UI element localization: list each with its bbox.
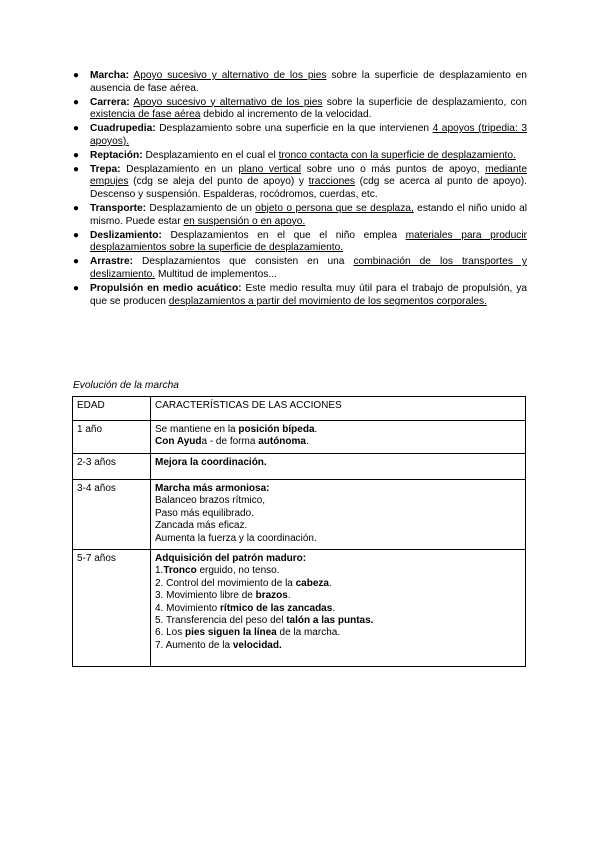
locomotion-list	[73, 70, 527, 309]
term: Reptación:	[90, 149, 143, 161]
header-cell-characteristics: CARACTERÍSTICAS DE LAS ACCIONES	[151, 397, 526, 421]
age-cell: 3-4 años	[73, 480, 151, 550]
underlined-text: plano vertical	[238, 163, 302, 175]
characteristics-cell: Mejora la coordinación.	[151, 454, 526, 480]
table-row	[73, 480, 526, 550]
bullet-icon: ●	[73, 229, 80, 241]
bullet-icon: ●	[73, 149, 80, 161]
characteristics-cell: Se mantiene en la posición bípeda. Con Ayuda - de forma autónoma.	[151, 421, 526, 454]
bullet-icon: ●	[73, 256, 80, 268]
underlined-text: Apoyo sucesivo y alternativo de los pies	[133, 70, 327, 81]
term: Marcha:	[90, 70, 130, 81]
underlined-text: materiales para producir desplazamientos sobre la superficie de desplazamiento.	[90, 229, 527, 254]
list-item-arrastre: ● Arrastre: Desplazamientos que consisten en una combinación de los transportes y deslizamiento. Multitud de implementos...	[73, 256, 527, 280]
underlined-text: Apoyo sucesivo y alternativo de los pies	[133, 96, 323, 108]
table-row	[73, 454, 526, 480]
list-item-cuadrupedia: ● Cuadrupedia: Desplazamiento sobre una superficie en la que intervienen 4 apoyos (tripedia: 3 apoyos).	[73, 123, 527, 147]
underlined-text: 4 apoyos (tripedia: 3 apoyos).	[90, 123, 527, 147]
underlined-text: existencia de fase aérea	[90, 109, 201, 121]
list-item-marcha: ● Marcha: Apoyo sucesivo y alternativo de los pies sobre la superficie de desplazamiento en ausencia de fase aérea.	[73, 70, 527, 94]
age-cell: 1 año	[73, 421, 151, 454]
term: Carrera:	[90, 96, 130, 108]
term: Deslizamiento:	[90, 229, 162, 241]
table-header-row	[73, 397, 526, 421]
characteristics-cell: Adquisición del patrón maduro: 1.Tronco erguido, no tenso. 2. Control del movimiento de la cabeza. 3. Movimiento libre de brazos. 4. Movimiento rítmico de las zancadas. 5. Transferencia del peso del talón a las puntas. 6. Los pies siguen la línea de la marcha. 7. Aumento de la velocidad.	[151, 550, 526, 667]
underlined-text: combinación de los transportes y deslizamiento.	[90, 256, 527, 280]
list-item-transporte: ● Transporte: Desplazamiento de un objeto o persona que se desplaza, estando el niño unido al mismo. Puede estar en suspensión o en apoyo.	[73, 202, 527, 227]
underlined-text: tracciones	[308, 176, 355, 188]
term: Cuadrupedia:	[90, 123, 156, 135]
list-item-propulsion: ● Propulsión en medio acuático: Este medio resulta muy útil para el trabajo de propulsión, ya que se producen desplazamientos a partir del movimiento de los segmentos corporales.	[73, 282, 527, 307]
list-item-reptacion: ● Reptación: Desplazamiento en el cual el tronco contacta con la superficie de desplazamiento.	[73, 149, 516, 161]
table-row	[73, 421, 526, 454]
bullet-icon: ●	[73, 282, 80, 294]
bullet-icon: ●	[73, 163, 80, 175]
header-cell-age: EDAD	[73, 397, 151, 421]
bullet-icon: ●	[73, 70, 80, 81]
term: Trepa:	[90, 163, 121, 175]
list-item-trepa: ● Trepa: Desplazamiento en un plano vertical sobre uno o más puntos de apoyo, mediante empujes (cdg se aleja del punto de apoyo) y tracciones (cdg se acerca al punto de apoyo). Descenso y suspensión. Espalderas, rocódromos, cuerdas, etc.	[73, 163, 527, 201]
characteristics-cell: Marcha más armoniosa: Balanceo brazos rítmico, Paso más equilibrado. Zancada más eficaz. Aumenta la fuerza y la coordinación.	[151, 480, 526, 550]
term: Arrastre:	[90, 256, 134, 268]
bullet-icon: ●	[73, 202, 80, 214]
underlined-text: mediante empujes	[90, 163, 527, 188]
table-caption: Evolución de la marcha	[73, 380, 179, 391]
age-cell: 5-7 años	[73, 550, 151, 667]
underlined-text: desplazamientos a partir del movimiento de los segmentos corporales.	[168, 295, 487, 307]
age-cell: 2-3 años	[73, 454, 151, 480]
list-item-deslizamiento: ● Deslizamiento: Desplazamientos en el que el niño emplea materiales para producir desplazamientos sobre la superficie de desplazamiento.	[73, 229, 527, 254]
underlined-text: tronco contacta con la superficie de desplazamiento.	[278, 149, 516, 161]
term: Transporte:	[90, 202, 147, 214]
bullet-icon: ●	[73, 96, 80, 108]
underlined-text: objeto o persona que se desplaza,	[255, 202, 414, 214]
list-item-carrera: ● Carrera: Apoyo sucesivo y alternativo de los pies sobre la superficie de desplazamiento, con existencia de fase aérea debido al incremento de la velocidad.	[73, 96, 527, 121]
gait-evolution-table	[72, 396, 526, 667]
bullet-icon: ●	[73, 123, 80, 135]
underlined-text: en suspensión o en apoyo.	[183, 215, 306, 227]
table-row	[73, 550, 526, 667]
term: Propulsión en medio acuático:	[90, 282, 242, 294]
